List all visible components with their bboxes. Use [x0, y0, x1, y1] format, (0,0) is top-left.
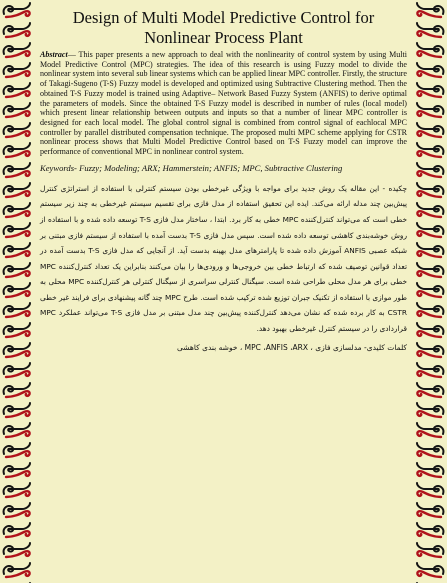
swirl-border-icon	[413, 120, 447, 140]
swirl-border-icon	[413, 500, 447, 520]
swirl-border-icon	[0, 160, 34, 180]
swirl-border-icon	[413, 400, 447, 420]
keywords-line: Keywords- Fuzzy; Modeling; ARX; Hammerstein; ANFIS; MPC, Subtractive Clustering	[40, 162, 343, 173]
swirl-border-icon	[413, 520, 447, 540]
swirl-border-icon	[0, 500, 34, 520]
swirl-border-icon	[0, 400, 34, 420]
swirl-border-icon	[0, 60, 34, 80]
swirl-border-icon	[0, 320, 34, 340]
swirl-border-icon	[0, 380, 34, 400]
swirl-border-icon	[413, 360, 447, 380]
swirl-border-icon	[413, 440, 447, 460]
swirl-border-icon	[0, 460, 34, 480]
swirl-border-icon	[0, 480, 34, 500]
swirl-border-icon	[413, 80, 447, 100]
swirl-border-icon	[0, 260, 34, 280]
swirl-border-icon	[413, 220, 447, 240]
swirl-border-icon	[413, 460, 447, 480]
swirl-border-icon	[413, 240, 447, 260]
persian-abstract: چکیده - این مقاله یک روش جدید برای مواجه با ویژگی غیرخطی بودن سیستم کنترلی با استفاده از استراتژی کنترل پیش‌بین چند مدله ارائه می‌کند. ایده این تحقیق استفاده از مدل فازی برای تقسیم سیستم غیرخطی به چند زیر سیستم خطی است که می‌تواند کنترل‌کننده MPC خطی به کار برد. ابتدا ، ساختار مدل فازی T-S توسعه داده شده و با استفاده از روش خوشه‌بندی کاهشی توسعه داده شده است. سپس مدل فازی T-S بدست آمده با استفاده از سیستم فازی مبتنی بر شبکه عصبی ANFIS آموزش داده شده تا پارامترهای مدل بهینه بدست آید. از آنجایی که مدل فازی T-S بدست آمده در تعداد قوانین توصیف شده که ارتباط خطی بین خروجی‌ها و ورودی‌ها را بیان می‌کنند بنابراین یک تعداد کنترل‌کننده MPC خطی برای هر مدل محلی طراحی شده است. سیگنال کنترلی سراسری از سیگنال کنترلی هر کنترل‌کننده MPC محلی به طور موازی با استفاده از تکنیک جبران توزیع شده ترکیب شده است. طرح MPC چند گانه پیشنهادی برای فرایند غیر خطی CSTR به کار برده شده که نشان می‌دهد کنترل‌کننده پیش‌بین چند مدل مبتنی بر مدل فازی T-S می‌تواند عملکرد MPC قراردادی را در سیستم کنترل غیرخطی بهبود دهد.	[40, 183, 407, 334]
swirl-border-icon	[413, 300, 447, 320]
swirl-border-icon	[0, 220, 34, 240]
swirl-border-icon	[0, 100, 34, 120]
swirl-border-icon	[413, 160, 447, 180]
swirl-border-icon	[0, 200, 34, 220]
swirl-border-icon	[0, 420, 34, 440]
swirl-border-icon	[0, 140, 34, 160]
swirl-border-icon	[0, 560, 34, 580]
paper-title: Design of Multi Model Predictive Control for Nonlinear Process Plant	[72, 8, 375, 47]
swirl-border-icon	[413, 540, 447, 560]
swirl-border-icon	[0, 180, 34, 200]
swirl-border-icon	[413, 260, 447, 280]
persian-keywords: کلمات کلیدی- مدلسازی فازی ، MPC ،ANFIS ،ARX ، خوشه بندی کاهشی	[176, 342, 407, 352]
swirl-border-icon	[413, 480, 447, 500]
swirl-border-icon	[413, 320, 447, 340]
swirl-border-icon	[413, 20, 447, 40]
swirl-border-icon	[413, 380, 447, 400]
swirl-border-icon	[0, 440, 34, 460]
swirl-border-icon	[413, 100, 447, 120]
swirl-border-icon	[0, 540, 34, 560]
abstract-paragraph	[40, 50, 407, 157]
swirl-border-icon	[0, 360, 34, 380]
swirl-border-icon	[413, 0, 447, 20]
swirl-border-icon	[413, 420, 447, 440]
swirl-border-icon	[0, 340, 34, 360]
abstract-text: — This paper presents a new approach to deal with the nonlinearity of control system by using Multi Model Predictive Control (MPC) strategies. The idea of this research is using Fuzzy model to divide the nonlinear system into several sub linear systems which can be applied linear MPC controller. Firstly, the structure of Takagi-Sugeno (T-S) Fuzzy model is developed and optimized using Subtractive Clustering method. Then the obtained T-S Fuzzy model is trained using Adaptive– Network Based Fuzzy System (ANFIS) to derive optimal the parameters of models. Since the obtained T-S Fuzzy model is described in number of rules (local model) which present linear relationship between outputs and inputs so that a number of linear MPC controller is designed for each local model. The global control signal is combined from control signal of eachlocal MPC controller by parallel distributed compensation technique. The proposed multi MPC scheme applying for CSTR nonlinear process shows that Multi Model Predictive Control based on T-S Fuzzy model can improve the performance of conventional MPC in nonlinear control system.	[40, 50, 407, 157]
swirl-border-icon	[413, 40, 447, 60]
swirl-border-icon	[0, 0, 34, 20]
swirl-border-icon	[0, 280, 34, 300]
swirl-border-icon	[0, 120, 34, 140]
swirl-border-icon	[413, 140, 447, 160]
right-swirl-border	[413, 0, 447, 583]
swirl-border-icon	[413, 180, 447, 200]
swirl-border-icon	[413, 560, 447, 580]
swirl-border-icon	[0, 520, 34, 540]
swirl-border-icon	[0, 20, 34, 40]
swirl-border-icon	[0, 300, 34, 320]
swirl-border-icon	[413, 200, 447, 220]
swirl-border-icon	[0, 40, 34, 60]
swirl-border-icon	[413, 340, 447, 360]
swirl-border-icon	[413, 280, 447, 300]
abstract-label: Abstract	[40, 50, 68, 59]
swirl-border-icon	[0, 240, 34, 260]
swirl-border-icon	[0, 80, 34, 100]
swirl-border-icon	[413, 60, 447, 80]
paper-content	[40, 8, 407, 578]
left-swirl-border	[0, 0, 34, 583]
